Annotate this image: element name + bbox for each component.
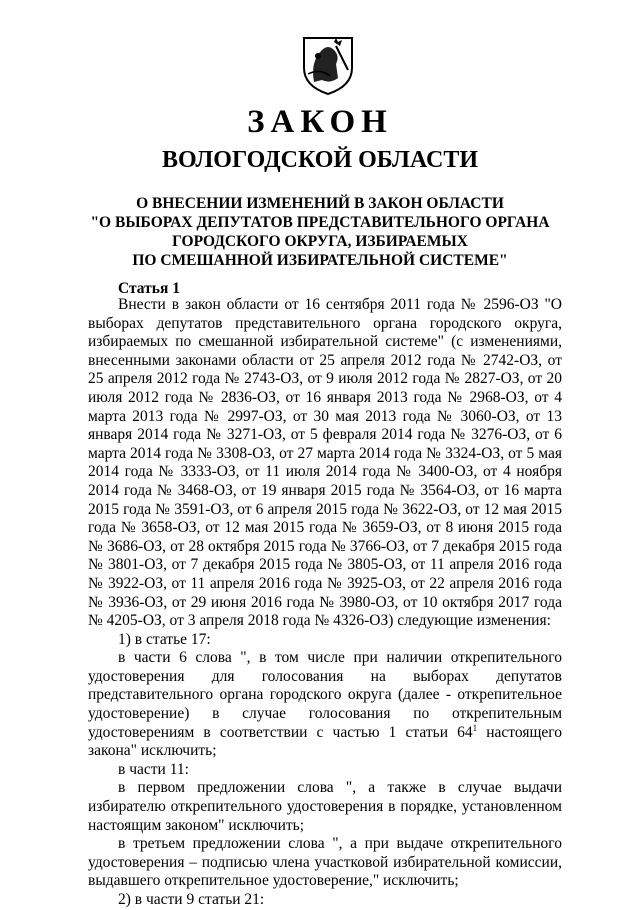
law-heading	[0, 194, 640, 270]
heading-line: "О ВЫБОРАХ ДЕПУТАТОВ ПРЕДСТАВИТЕЛЬНОГО ОРГАНА	[90, 214, 550, 231]
document-title: ЗАКОН	[247, 104, 393, 140]
first-sentence-paragraph: в первом предложении слова ", а также в случае выдачи избирателю открепительного удостоверения в порядке, установленном настоящим законом" исключить;	[88, 779, 562, 834]
document-subtitle: ВОЛОГОДСКОЙ ОБЛАСТИ	[161, 147, 479, 173]
superscript: 1	[472, 722, 478, 733]
article-label: Статья 1	[118, 280, 180, 297]
document-body	[88, 296, 562, 910]
part-11-label: в части 11:	[118, 760, 189, 778]
item-1-paragraph	[88, 649, 562, 761]
third-sentence-paragraph: в третьем предложении слова ", а при выдаче открепительного удостоверения – подписью члена участковой избирательной комиссии, выдавшего открепительное удостоверение," исключить;	[88, 835, 562, 890]
coat-of-arms-icon	[300, 34, 356, 96]
intro-paragraph: Внести в закон области от 16 сентября 2011 года № 2596-ОЗ "О выборах депутатов представительного органа городского округа, избираемых по смешанной избирательной системе" (с изменениями, внесенными законами области от 25 апреля 2012 года № 2742-ОЗ, от 25 апреля 2012 года № 2743-ОЗ, от 9 июля 2012 года № 2827-ОЗ, от 20 июля 2012 года № 2836-ОЗ, от 16 января 2013 года № 2968-ОЗ, от 4 марта 2013 года № 2997-ОЗ, от 30 мая 2013 года № 3060-ОЗ, от 13 января 2014 года № 3271-ОЗ, от 5 февраля 2014 года № 3276-ОЗ, от 6 марта 2014 года № 3308-ОЗ, от 27 марта 2014 года № 3324-ОЗ, от 5 мая 2014 года № 3333-ОЗ, от 11 июля 2014 года № 3400-ОЗ, от 4 ноября 2014 года № 3468-ОЗ, от 19 января 2015 года № 3564-ОЗ, от 16 марта 2015 года № 3591-ОЗ, от 6 апреля 2015 года № 3622-ОЗ, от 12 мая 2015 года № 3658-ОЗ, от 12 мая 2015 года № 3659-ОЗ, от 8 июня 2015 года № 3686-ОЗ, от 28 октября 2015 года № 3766-ОЗ, от 7 декабря 2015 года № 3801-ОЗ, от 7 декабря 2015 года № 3805-ОЗ, от 11 апреля 2016 года № 3922-ОЗ, от 11 апреля 2016 года № 3925-ОЗ, от 22 апреля 2016 года № 3936-ОЗ, от 29 июня 2016 года № 3980-ОЗ, от 10 октября 2017 года № 4205-ОЗ, от 3 апреля 2018 года № 4326-ОЗ) следующие изменения:	[88, 296, 562, 630]
item-1: 1) в статье 17:	[118, 630, 211, 648]
item-2: 2) в части 9 статьи 21:	[118, 891, 265, 908]
heading-line: О ВНЕСЕНИИ ИЗМЕНЕНИЙ В ЗАКОН ОБЛАСТИ	[136, 195, 504, 212]
item-1-text-a: в части 6 слова ", в том числе при наличии открепительного удостоверения для голосования на выборах депутатов представительного органа городского округа (далее - открепительное удостоверение) в случае голосования по открепительным удостоверениям в соответствии с частью 1 статьи 64	[88, 649, 562, 741]
item-1-text-b: настоящего закона" исключить;	[88, 723, 562, 760]
heading-line: ГОРОДСКОГО ОКРУГА, ИЗБИРАЕМЫХ	[172, 233, 468, 250]
heading-line: ПО СМЕШАННОЙ ИЗБИРАТЕЛЬНОЙ СИСТЕМЕ"	[132, 252, 508, 269]
